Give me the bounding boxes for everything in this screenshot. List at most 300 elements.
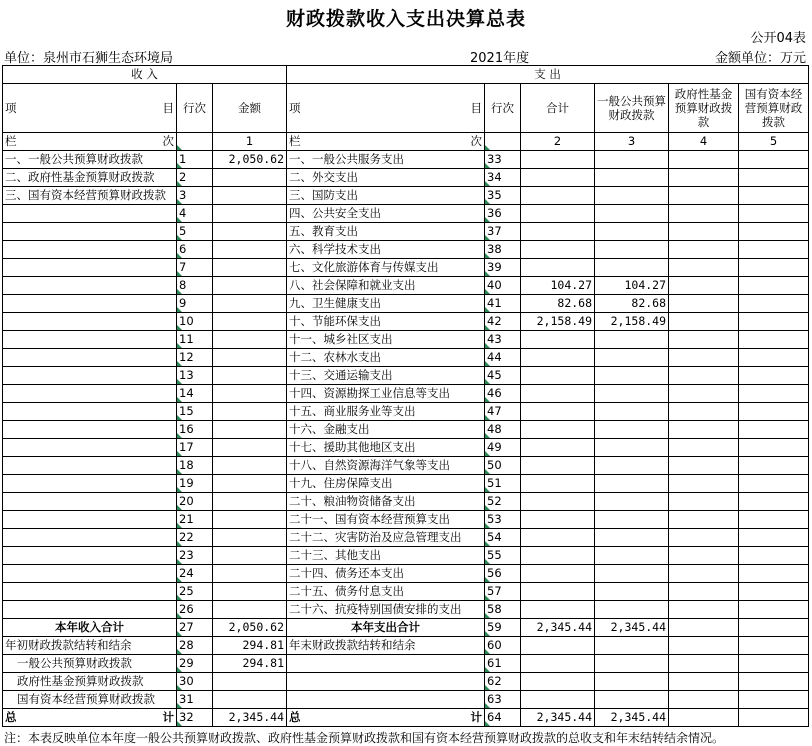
income-item [3, 457, 177, 475]
col-number-3: 3 [595, 133, 669, 151]
income-item [3, 493, 177, 511]
table-row [3, 313, 809, 331]
footnote: 注：本表反映单位本年度一般公共预算财政拨款、政府性基金预算财政拨款和国有资本经营预算财政拨款的总收支和年末结转结余情况。 [4, 731, 725, 745]
expense-general [595, 493, 669, 511]
income-item [3, 403, 177, 421]
expense-row-no: 56 [485, 565, 521, 583]
income-amount [213, 511, 287, 529]
expense-item: 二十五、债务付息支出 [287, 583, 485, 601]
expense-total [521, 169, 595, 187]
expense-state-capital [739, 385, 809, 403]
expense-fund [669, 169, 739, 187]
expense-carry-item [287, 691, 485, 709]
expense-row-no: 33 [485, 151, 521, 169]
expense-year-total: 2,345.44 [521, 619, 595, 637]
expense-general [595, 439, 669, 457]
income-row-no: 7 [177, 259, 213, 277]
income-item [3, 511, 177, 529]
expense-item: 十五、商业服务业等支出 [287, 403, 485, 421]
expense-fund [669, 601, 739, 619]
expense-state-capital [739, 313, 809, 331]
income-row-no: 18 [177, 457, 213, 475]
expense-general [595, 205, 669, 223]
income-row-no: 16 [177, 421, 213, 439]
income-row-no: 12 [177, 349, 213, 367]
income-item [3, 223, 177, 241]
income-row-no: 28 [177, 637, 213, 655]
expense-carry-item [287, 655, 485, 673]
carry-row [3, 673, 809, 691]
unit-name: 单位：泉州市石狮生态环境局 [4, 51, 174, 66]
column-number-row [3, 133, 809, 151]
income-row-no: 14 [177, 385, 213, 403]
table-row [3, 511, 809, 529]
income-row-no: 10 [177, 313, 213, 331]
carry-row [3, 691, 809, 709]
income-item [3, 277, 177, 295]
income-amount [213, 367, 287, 385]
table-row [3, 421, 809, 439]
expense-row-no: 43 [485, 331, 521, 349]
expense-fund [669, 529, 739, 547]
income-row-no: 3 [177, 187, 213, 205]
expense-total [521, 529, 595, 547]
income-amount [213, 421, 287, 439]
income-row-no: 31 [177, 691, 213, 709]
expense-item: 十一、城乡社区支出 [287, 331, 485, 349]
expense-fund [669, 277, 739, 295]
expense-total [521, 241, 595, 259]
table-row [3, 169, 809, 187]
expense-state-capital [739, 223, 809, 241]
expense-state-capital [739, 241, 809, 259]
year-total-row [3, 619, 809, 637]
table-row [3, 565, 809, 583]
income-carry-amount [213, 673, 287, 691]
income-item-header: 项 目 [3, 84, 177, 133]
table-row [3, 187, 809, 205]
income-row-no: 30 [177, 673, 213, 691]
expense-general: 104.27 [595, 277, 669, 295]
expense-total: 2,158.49 [521, 313, 595, 331]
expense-state-capital [739, 187, 809, 205]
table-row [3, 277, 809, 295]
expense-state-capital [739, 421, 809, 439]
income-row-no: 2 [177, 169, 213, 187]
grand-total-row [3, 709, 809, 727]
expense-state-capital [739, 349, 809, 367]
expense-total [521, 565, 595, 583]
expense-state-capital [739, 295, 809, 313]
table-row [3, 493, 809, 511]
expense-total [521, 583, 595, 601]
expense-year-general: 2,345.44 [595, 619, 669, 637]
income-row-no: 21 [177, 511, 213, 529]
income-item: 三、国有资本经营预算财政拨款 [3, 187, 177, 205]
expense-row-no: 38 [485, 241, 521, 259]
expense-total [521, 673, 595, 691]
expense-fund [669, 403, 739, 421]
income-row-no: 29 [177, 655, 213, 673]
expense-fund [669, 691, 739, 709]
expense-general [595, 583, 669, 601]
expense-state-capital [739, 151, 809, 169]
expense-year-total-label: 本年支出合计 [287, 619, 485, 637]
expense-general [595, 385, 669, 403]
income-carry-amount: 294.81 [213, 655, 287, 673]
table-row [3, 349, 809, 367]
expense-item: 十三、交通运输支出 [287, 367, 485, 385]
income-row-no: 25 [177, 583, 213, 601]
income-row-no: 19 [177, 475, 213, 493]
expense-total [521, 403, 595, 421]
income-row-no: 15 [177, 403, 213, 421]
budget-summary-table [2, 65, 809, 727]
expense-row-no: 46 [485, 385, 521, 403]
income-item [3, 331, 177, 349]
expense-state-capital [739, 457, 809, 475]
expense-fund [669, 187, 739, 205]
expense-fund [669, 673, 739, 691]
report-year: 2021年度 [470, 51, 530, 66]
expense-row-no: 52 [485, 493, 521, 511]
expense-state-capital [739, 637, 809, 655]
expense-row-no: 63 [485, 691, 521, 709]
income-item [3, 565, 177, 583]
expense-total [521, 421, 595, 439]
expense-state-capital [739, 547, 809, 565]
income-row-no-header: 行次 [177, 84, 213, 133]
expense-total [521, 151, 595, 169]
expense-row-no: 58 [485, 601, 521, 619]
expense-total [521, 385, 595, 403]
expense-item: 六、科学技术支出 [287, 241, 485, 259]
expense-fund [669, 475, 739, 493]
expense-total [521, 367, 595, 385]
income-carry-item: 国有资本经营预算财政拨款 [3, 691, 177, 709]
expense-row-no: 45 [485, 367, 521, 385]
expense-state-capital [739, 691, 809, 709]
income-col-blank [177, 133, 213, 151]
income-item: 二、政府性基金预算财政拨款 [3, 169, 177, 187]
expense-state-capital [739, 565, 809, 583]
expense-total [521, 601, 595, 619]
income-item [3, 421, 177, 439]
income-item [3, 367, 177, 385]
income-row-no: 13 [177, 367, 213, 385]
expense-fund [669, 295, 739, 313]
income-row-no: 22 [177, 529, 213, 547]
income-amount [213, 529, 287, 547]
expense-state-capital [739, 367, 809, 385]
expense-fund [669, 259, 739, 277]
expense-state-capital [739, 205, 809, 223]
income-carry-item: 年初财政拨款结转和结余 [3, 637, 177, 655]
expense-total [521, 493, 595, 511]
income-row-no: 32 [177, 709, 213, 727]
income-carry-amount: 294.81 [213, 637, 287, 655]
expense-row-no: 59 [485, 619, 521, 637]
expense-fund [669, 655, 739, 673]
table-row [3, 601, 809, 619]
expense-item: 一、一般公共服务支出 [287, 151, 485, 169]
income-year-total-label: 本年收入合计 [3, 619, 177, 637]
expense-general [595, 655, 669, 673]
expense-state-capital [739, 277, 809, 295]
expense-row-no: 51 [485, 475, 521, 493]
expense-item: 四、公共安全支出 [287, 205, 485, 223]
expense-state-capital [739, 169, 809, 187]
income-amount [213, 601, 287, 619]
table-row [3, 295, 809, 313]
expense-total [521, 511, 595, 529]
income-row-no: 27 [177, 619, 213, 637]
expense-row-no: 57 [485, 583, 521, 601]
expense-item: 二、外交支出 [287, 169, 485, 187]
income-amount [213, 169, 287, 187]
expense-general [595, 511, 669, 529]
expense-total [521, 349, 595, 367]
income-row-no: 23 [177, 547, 213, 565]
expense-fund [669, 583, 739, 601]
income-row-no: 9 [177, 295, 213, 313]
expense-general [595, 601, 669, 619]
expense-total: 104.27 [521, 277, 595, 295]
expense-total [521, 547, 595, 565]
expense-general: 82.68 [595, 295, 669, 313]
income-amount [213, 259, 287, 277]
expense-general [595, 169, 669, 187]
expense-state-capital [739, 709, 809, 727]
amount-unit: 金额单位：万元 [714, 51, 806, 66]
income-row-no: 24 [177, 565, 213, 583]
expense-fund [669, 565, 739, 583]
expense-state-capital [739, 259, 809, 277]
expense-fund [669, 385, 739, 403]
table-row [3, 205, 809, 223]
expense-general [595, 403, 669, 421]
income-amount [213, 439, 287, 457]
expense-state-capital [739, 655, 809, 673]
income-item [3, 205, 177, 223]
expense-state-capital [739, 331, 809, 349]
expense-item: 八、社会保障和就业支出 [287, 277, 485, 295]
expense-row-no: 64 [485, 709, 521, 727]
table-row [3, 475, 809, 493]
income-row-no: 1 [177, 151, 213, 169]
expense-carry-item [287, 673, 485, 691]
table-row [3, 241, 809, 259]
expense-state-capital [739, 619, 809, 637]
expense-row-no: 55 [485, 547, 521, 565]
expense-general [595, 367, 669, 385]
income-amount: 2,050.62 [213, 151, 287, 169]
expense-row-no: 35 [485, 187, 521, 205]
expense-total [521, 637, 595, 655]
income-row-no: 6 [177, 241, 213, 259]
expense-total [521, 457, 595, 475]
income-amount [213, 403, 287, 421]
expense-row-no: 41 [485, 295, 521, 313]
expense-item: 二十四、债务还本支出 [287, 565, 485, 583]
table-row [3, 547, 809, 565]
income-amount [213, 457, 287, 475]
expense-row-no: 62 [485, 673, 521, 691]
expense-item: 十七、援助其他地区支出 [287, 439, 485, 457]
income-item [3, 475, 177, 493]
table-row [3, 259, 809, 277]
expense-row-no: 49 [485, 439, 521, 457]
expense-item: 二十一、国有资本经营预算支出 [287, 511, 485, 529]
expense-item: 十九、住房保障支出 [287, 475, 485, 493]
expense-grand-general: 2,345.44 [595, 709, 669, 727]
expense-item: 二十、粮油物资储备支出 [287, 493, 485, 511]
expense-col-blank [485, 133, 521, 151]
expense-fund [669, 493, 739, 511]
expense-fund [669, 313, 739, 331]
expense-fund [669, 511, 739, 529]
table-row [3, 385, 809, 403]
income-item [3, 529, 177, 547]
income-item: 一、一般公共预算财政拨款 [3, 151, 177, 169]
table-row [3, 331, 809, 349]
income-amount [213, 223, 287, 241]
income-col-label: 栏 次 [3, 133, 177, 151]
expense-item: 七、文化旅游体育与传媒支出 [287, 259, 485, 277]
income-carry-item: 政府性基金预算财政拨款 [3, 673, 177, 691]
header-row-2 [3, 84, 809, 133]
expense-row-no: 42 [485, 313, 521, 331]
expense-general [595, 187, 669, 205]
expense-general [595, 547, 669, 565]
table-row [3, 151, 809, 169]
income-amount [213, 565, 287, 583]
expense-fund [669, 457, 739, 475]
expense-item-header: 项 目 [287, 84, 485, 133]
income-item [3, 295, 177, 313]
income-amount [213, 295, 287, 313]
income-amount [213, 331, 287, 349]
state-capital-header: 国有资本经营预算财政拨款 [739, 84, 809, 133]
expense-general [595, 475, 669, 493]
expense-general [595, 637, 669, 655]
expense-fund [669, 331, 739, 349]
expense-general [595, 331, 669, 349]
expense-state-capital [739, 601, 809, 619]
header-row-1 [3, 66, 809, 84]
expense-general [595, 223, 669, 241]
expense-item: 二十六、抗疫特别国债安排的支出 [287, 601, 485, 619]
income-amount [213, 547, 287, 565]
expense-total [521, 655, 595, 673]
col-number-1: 1 [213, 133, 287, 151]
income-amount [213, 493, 287, 511]
income-item [3, 349, 177, 367]
income-amount [213, 187, 287, 205]
expense-state-capital [739, 439, 809, 457]
expense-grand-total-label: 总 计 [287, 709, 485, 727]
expense-grand-total: 2,345.44 [521, 709, 595, 727]
expense-item: 三、国防支出 [287, 187, 485, 205]
income-item [3, 601, 177, 619]
expense-row-no: 61 [485, 655, 521, 673]
expense-item: 五、教育支出 [287, 223, 485, 241]
expense-item: 十二、农林水支出 [287, 349, 485, 367]
expense-state-capital [739, 493, 809, 511]
income-item [3, 583, 177, 601]
expense-general: 2,158.49 [595, 313, 669, 331]
expense-state-capital [739, 475, 809, 493]
income-item [3, 547, 177, 565]
income-grand-total-label: 总 计 [3, 709, 177, 727]
expense-fund [669, 709, 739, 727]
expense-row-no: 37 [485, 223, 521, 241]
expense-general [595, 529, 669, 547]
income-amount [213, 241, 287, 259]
expense-fund [669, 619, 739, 637]
table-row [3, 529, 809, 547]
expense-col-label: 栏 次 [287, 133, 485, 151]
expense-row-no: 50 [485, 457, 521, 475]
expense-item: 二十二、灾害防治及应急管理支出 [287, 529, 485, 547]
col-number-4: 4 [669, 133, 739, 151]
expense-general [595, 673, 669, 691]
expense-total [521, 223, 595, 241]
expense-fund [669, 439, 739, 457]
expense-total: 82.68 [521, 295, 595, 313]
expense-item: 九、卫生健康支出 [287, 295, 485, 313]
expense-fund [669, 421, 739, 439]
expense-row-no: 47 [485, 403, 521, 421]
income-item [3, 241, 177, 259]
income-header: 收 入 [3, 66, 287, 84]
carry-row [3, 637, 809, 655]
expense-row-no: 60 [485, 637, 521, 655]
report-title: 财政拨款收入支出决算总表 [285, 8, 526, 30]
expense-row-no: 40 [485, 277, 521, 295]
expense-fund [669, 223, 739, 241]
income-amount [213, 385, 287, 403]
expense-fund [669, 241, 739, 259]
income-carry-item: 一般公共预算财政拨款 [3, 655, 177, 673]
expense-fund [669, 151, 739, 169]
expense-row-no: 54 [485, 529, 521, 547]
table-code: 公开04表 [750, 31, 806, 46]
income-item [3, 439, 177, 457]
expense-row-no: 48 [485, 421, 521, 439]
income-amount [213, 277, 287, 295]
expense-header: 支 出 [287, 66, 809, 84]
expense-row-no: 44 [485, 349, 521, 367]
expense-fund [669, 205, 739, 223]
expense-row-no-header: 行次 [485, 84, 521, 133]
income-item [3, 313, 177, 331]
expense-row-no: 34 [485, 169, 521, 187]
expense-total [521, 331, 595, 349]
expense-total [521, 187, 595, 205]
expense-row-no: 36 [485, 205, 521, 223]
general-budget-header: 一般公共预算财政拨款 [595, 84, 669, 133]
income-row-no: 17 [177, 439, 213, 457]
income-row-no: 26 [177, 601, 213, 619]
income-amount [213, 313, 287, 331]
income-amount [213, 205, 287, 223]
expense-carry-item: 年末财政拨款结转和结余 [287, 637, 485, 655]
expense-fund [669, 637, 739, 655]
table-row [3, 367, 809, 385]
table-row [3, 457, 809, 475]
income-carry-amount [213, 691, 287, 709]
